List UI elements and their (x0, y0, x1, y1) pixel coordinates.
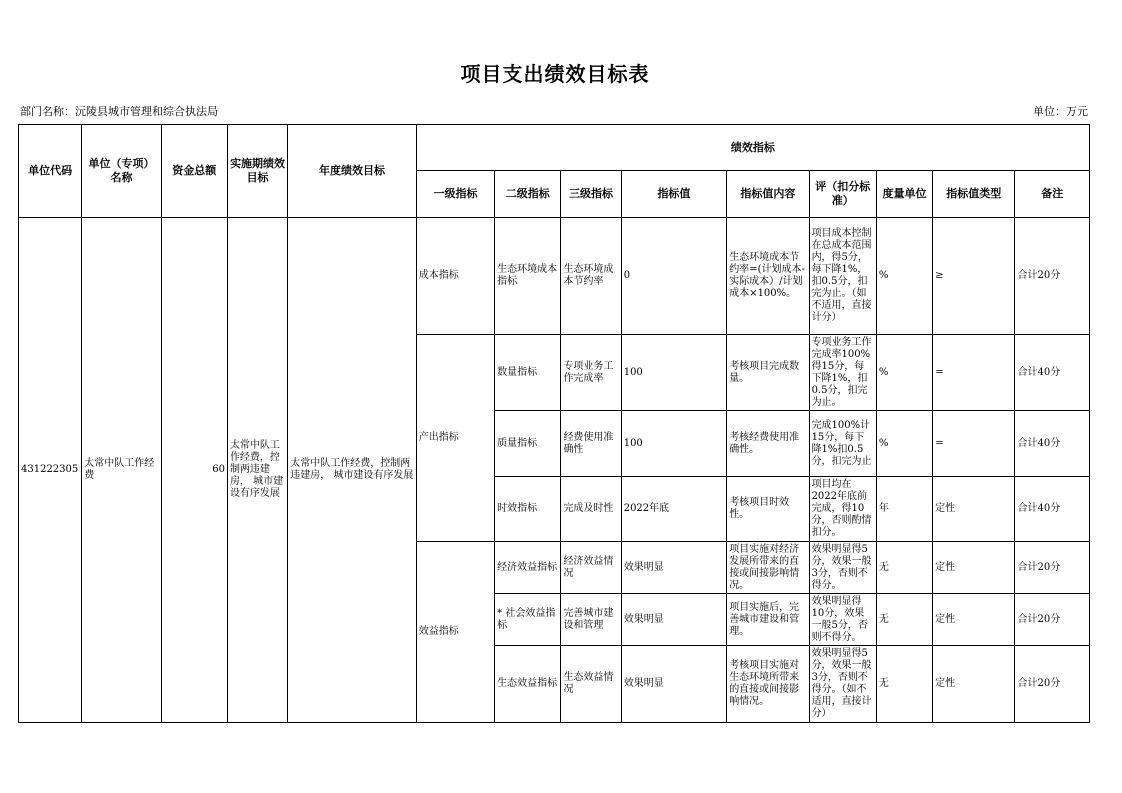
header-measure-unit: 度量单位 (876, 171, 932, 218)
row-value: 2022年底 (621, 477, 726, 542)
row-unit: % (876, 411, 932, 477)
header-unit-name: 单位（专项）名称 (82, 125, 161, 218)
header-value-type: 指标值类型 (933, 171, 1015, 218)
row-type: 定性 (933, 646, 1015, 723)
row-scoring: 项目成本控制在总成本范围内，得5分，每下降1%，扣0.5分，扣完为止。（如不适用，直接计分） (809, 218, 876, 335)
header-total-funds: 资金总额 (161, 125, 227, 218)
row-unit: 年 (876, 477, 932, 542)
row-l3: 完成及时性 (561, 477, 621, 542)
row-remark: 合计40分 (1015, 411, 1090, 477)
row-unit: 无 (876, 542, 932, 594)
group-output: 产出指标 (416, 335, 494, 542)
page-title: 项目支出绩效目标表 (460, 62, 650, 86)
header-level1: 一级指标 (416, 171, 494, 218)
row-l3: 生态效益情况 (561, 646, 621, 723)
row-remark: 合计20分 (1015, 218, 1090, 335)
row-type: = (933, 335, 1015, 411)
table-row (19, 218, 1090, 335)
row-l2: 生态效益指标 (495, 646, 561, 723)
row-type: = (933, 411, 1015, 477)
row-type: 定性 (933, 542, 1015, 594)
row-scoring: 项目均在2022年底前完成，得10分，否则酌情扣分。 (809, 477, 876, 542)
header-period-goal: 实施期绩效目标 (227, 125, 287, 218)
group-cost: 成本指标 (416, 218, 494, 335)
row-l3: 专项业务工作完成率 (561, 335, 621, 411)
row-value: 效果明显 (621, 646, 726, 723)
project-code: 431222305 (19, 218, 82, 723)
row-remark: 合计20分 (1015, 646, 1090, 723)
row-l2: 经济效益指标 (495, 542, 561, 594)
row-value: 0 (621, 218, 726, 335)
header-scoring: 评（扣分标准） (809, 171, 876, 218)
header-level3: 三级指标 (561, 171, 621, 218)
row-unit: % (876, 335, 932, 411)
header-remark: 备注 (1015, 171, 1090, 218)
project-total: 60 (161, 218, 227, 723)
row-scoring: 完成100%计15分，每下降1%扣0.5分，扣完为止 (809, 411, 876, 477)
row-scoring: 效果明显得5分，效果一般3分，否则不得分。（如不适用，直接计分） (809, 646, 876, 723)
row-content: 项目实施后，完善城市建设和管理。 (727, 594, 809, 646)
row-scoring: 效果明显得10分，效果一般5分，否则不得分。 (809, 594, 876, 646)
header-performance-indicators: 绩效指标 (416, 125, 1089, 171)
row-l3: 经费使用准确性 (561, 411, 621, 477)
row-content: 考核经费使用准确性。 (727, 411, 809, 477)
row-scoring: 专项业务工作完成率100%得15分，每下降1%，扣0.5分，扣完为止。 (809, 335, 876, 411)
unit-label: 单位：万元 (1033, 105, 1088, 118)
row-value: 效果明显 (621, 594, 726, 646)
row-value: 100 (621, 411, 726, 477)
row-unit: 无 (876, 594, 932, 646)
project-name: 太常中队工作经费 (82, 218, 161, 723)
row-type: ≥ (933, 218, 1015, 335)
group-benefit: 效益指标 (416, 542, 494, 723)
row-unit: 无 (876, 646, 932, 723)
row-l2: 时效指标 (495, 477, 561, 542)
row-remark: 合计20分 (1015, 594, 1090, 646)
row-content: 项目实施对经济发展所带来的直接或间接影响情况。 (727, 542, 809, 594)
row-remark: 合计20分 (1015, 542, 1090, 594)
row-remark: 合计40分 (1015, 335, 1090, 411)
department-label: 部门名称：沅陵县城市管理和综合执法局 (20, 105, 218, 118)
header-indicator-value: 指标值 (621, 171, 726, 218)
row-content: 考核项目完成数量。 (727, 335, 809, 411)
performance-table (18, 124, 1090, 723)
row-type: 定性 (933, 477, 1015, 542)
row-l3: 生态环境成本节约率 (561, 218, 621, 335)
row-value: 效果明显 (621, 542, 726, 594)
header-annual-goal: 年度绩效目标 (288, 125, 417, 218)
row-l2: 质量指标 (495, 411, 561, 477)
header-indicator-content: 指标值内容 (727, 171, 809, 218)
row-value: 100 (621, 335, 726, 411)
header-unit-code: 单位代码 (19, 125, 82, 218)
row-l2: 数量指标 (495, 335, 561, 411)
row-l2: * 社会效益指标 (495, 594, 561, 646)
row-content: 考核项目时效性。 (727, 477, 809, 542)
row-l2: 生态环境成本指标 (495, 218, 561, 335)
row-l3: 完善城市建设和管理 (561, 594, 621, 646)
row-content: 考核项目实施对生态环境所带来的直接或间接影响情况。 (727, 646, 809, 723)
header-level2: 二级指标 (495, 171, 561, 218)
project-annual-goal: 太常中队工作经费，控制两违建房， 城市建设有序发展 (288, 218, 417, 723)
row-remark: 合计40分 (1015, 477, 1090, 542)
row-type: 定性 (933, 594, 1015, 646)
row-scoring: 效果明显得5分，效果一般3分，否则不得分。 (809, 542, 876, 594)
row-content: 生态环境成本节约率=(计划成本-实际成本）/计划成本×100%。 (727, 218, 809, 335)
project-period-goal: 太常中队工作经费，控制两违建房， 城市建设有序发展 (227, 218, 287, 723)
row-unit: % (876, 218, 932, 335)
row-l3: 经济效益情况 (561, 542, 621, 594)
